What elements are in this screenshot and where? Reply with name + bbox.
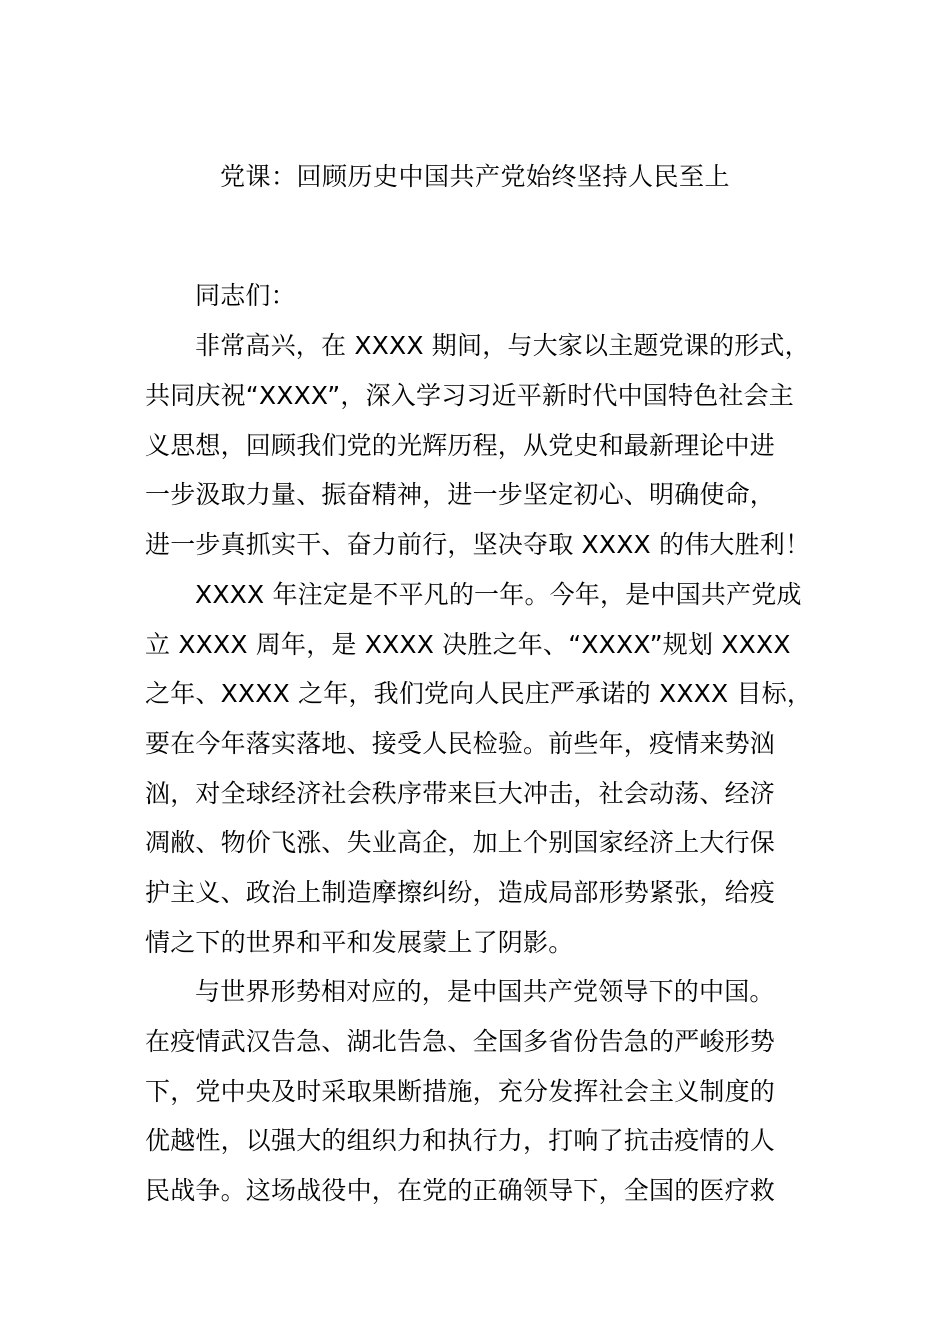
paragraph-line: 一步汲取力量、振奋精神，进一步坚定初心、明确使命， (145, 480, 776, 509)
document-title: 党课：回顾历史中国共产党始终坚持人民至上 (219, 162, 730, 191)
paragraph-line: 下，党中央及时采取果断措施，充分发挥社会主义制度的 (145, 1077, 776, 1106)
paragraph-line: 情之下的世界和平和发展蒙上了阴影。 (145, 928, 574, 957)
paragraph-line: 汹，对全球经济社会秩序带来巨大冲击，社会动荡、经济 (145, 779, 776, 808)
paragraph-line: 优越性，以强大的组织力和执行力，打响了抗击疫情的人 (145, 1126, 776, 1155)
paragraph-line: 之年、XXXX 之年，我们党向人民庄严承诺的 XXXX 目标， (145, 679, 813, 708)
paragraph-line: 护主义、政治上制造摩擦纠纷，造成局部形势紧张，给疫 (145, 878, 776, 907)
paragraph-line: 要在今年落实落地、接受人民检验。前些年，疫情来势汹 (145, 729, 776, 758)
paragraph-line: 在疫情武汉告急、湖北告急、全国多省份告急的严峻形势 (145, 1027, 776, 1056)
paragraph-line: 进一步真抓实干、奋力前行，坚决夺取 XXXX 的伟大胜利！ (145, 530, 811, 559)
paragraph-line: 民战争。这场战役中，在党的正确领导下，全国的医疗救 (145, 1176, 776, 1205)
paragraph-line: 与世界形势相对应的，是中国共产党领导下的中国。 (195, 977, 775, 1006)
salutation: 同志们： (195, 281, 296, 310)
paragraph-line: 凋敝、物价飞涨、失业高企，加上个别国家经济上大行保 (145, 828, 776, 857)
paragraph-line: 非常高兴，在 XXXX 期间，与大家以主题党课的形式， (195, 331, 810, 360)
paragraph-line: 立 XXXX 周年，是 XXXX 决胜之年、“XXXX”规划 XXXX (145, 630, 791, 659)
paragraph-line: XXXX 年注定是不平凡的一年。今年，是中国共产党成 (195, 580, 802, 609)
paragraph-line: 共同庆祝“XXXX”，深入学习习近平新时代中国特色社会主 (145, 381, 794, 410)
paragraph-line: 义思想，回顾我们党的光辉历程，从党史和最新理论中进 (145, 431, 776, 460)
